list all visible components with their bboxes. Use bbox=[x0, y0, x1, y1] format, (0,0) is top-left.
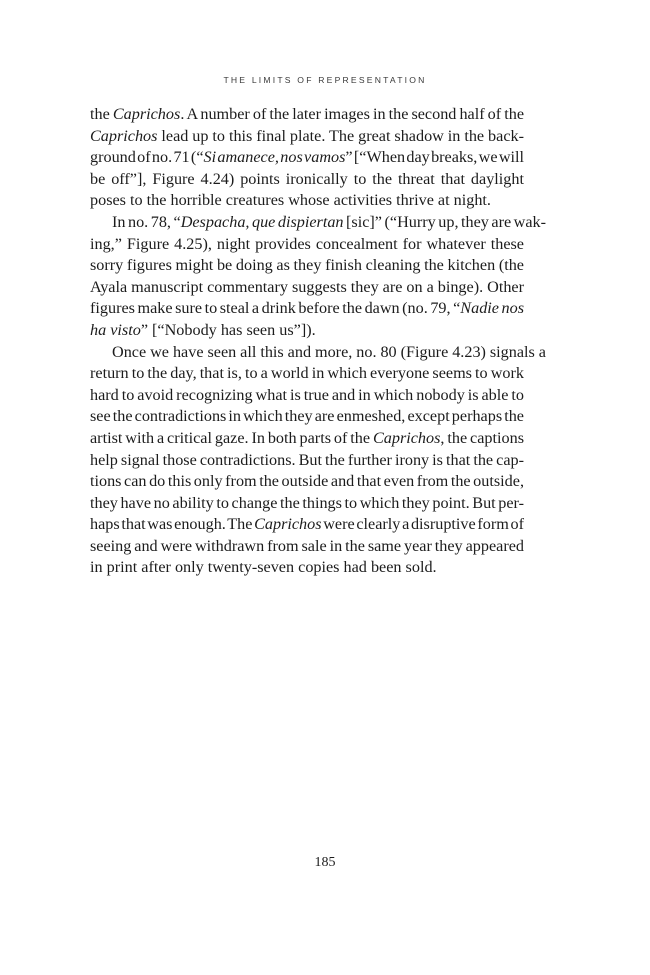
text-line bbox=[90, 493, 524, 515]
text-line bbox=[90, 363, 524, 385]
text-line bbox=[90, 428, 524, 450]
italic-text: Despacha, que dispiertan bbox=[180, 212, 344, 231]
text-run: in print after only twenty-seven copies had been sold. bbox=[90, 558, 437, 577]
text-line bbox=[90, 536, 524, 558]
italic-text: Caprichos bbox=[90, 126, 158, 145]
italic-text: Si amanece, nos vamos bbox=[203, 148, 346, 167]
text-line bbox=[90, 514, 524, 536]
text-run: artist with a critical gaze. In both parts of the bbox=[90, 428, 373, 447]
text-run: , the captions bbox=[440, 428, 524, 447]
text-run: ” [“Nobody has seen us”]). bbox=[140, 320, 316, 339]
text-run: poses to the horrible creatures whose activities thrive at night. bbox=[90, 191, 491, 210]
page-number: 185 bbox=[314, 855, 336, 870]
text-run: Once we have seen all this and more, no. 80 (Figure 4.23) signals a bbox=[112, 342, 546, 361]
text-run: In no. 78, “ bbox=[112, 212, 181, 231]
text-line bbox=[90, 277, 524, 299]
text-run: ground of no. 71 (“ bbox=[90, 148, 204, 167]
text-line bbox=[90, 234, 524, 256]
text-line bbox=[90, 255, 524, 277]
text-run: sorry figures might be doing as they finish cleaning the kitchen (the bbox=[90, 256, 524, 275]
text-run: lead up to this final plate. The great shadow in the back- bbox=[157, 126, 524, 145]
text-line bbox=[90, 147, 524, 169]
italic-text: Nadie nos bbox=[460, 299, 524, 318]
text-run: were clearly a disruptive form of bbox=[321, 515, 524, 534]
running-head: THE LIMITS OF REPRESENTATION bbox=[223, 75, 427, 85]
text-run: . A number of the later images in the second half of the bbox=[180, 105, 524, 123]
italic-text: Caprichos bbox=[112, 105, 181, 123]
italic-text: Caprichos bbox=[372, 428, 441, 447]
text-line bbox=[90, 212, 547, 234]
body-text bbox=[90, 104, 547, 579]
text-run: [sic]” (“Hurry up, they are wak- bbox=[343, 212, 547, 231]
text-run: they have no ability to change the things to which they point. But per- bbox=[90, 493, 524, 512]
text-run: hard to avoid recognizing what is true and in which nobody is able to bbox=[90, 385, 524, 404]
text-line bbox=[90, 190, 524, 212]
text-run: Ayala manuscript commentary suggests they are on a binge). Other bbox=[90, 277, 524, 296]
text-line bbox=[90, 320, 524, 342]
italic-text: Caprichos bbox=[254, 515, 322, 534]
text-run: ing,” Figure 4.25), night provides concealment for whatever these bbox=[90, 234, 524, 253]
text-line bbox=[90, 298, 524, 320]
text-line bbox=[90, 126, 524, 148]
text-run: see the contradictions in which they are enmeshed, except perhaps the bbox=[90, 407, 524, 426]
italic-text: ha visto bbox=[90, 320, 141, 339]
text-run: ” [“When day breaks, we will bbox=[345, 148, 524, 167]
text-line bbox=[90, 471, 524, 493]
text-run: figures make sure to steal a drink before the dawn (no. 79, “ bbox=[90, 299, 461, 318]
text-line bbox=[90, 104, 524, 126]
text-run: help signal those contradictions. But the further irony is that the cap- bbox=[90, 450, 524, 469]
text-line bbox=[90, 406, 524, 428]
text-run: be off”], Figure 4.24) points ironically to the threat that daylight bbox=[90, 169, 524, 188]
text-run: tions can do this only from the outside and that even from the outside, bbox=[90, 472, 524, 491]
text-line bbox=[90, 450, 524, 472]
text-run: the bbox=[90, 105, 113, 123]
text-line bbox=[90, 169, 524, 191]
text-line bbox=[90, 342, 546, 364]
text-line bbox=[90, 557, 524, 579]
text-run: seeing and were withdrawn from sale in the same year they appeared bbox=[90, 536, 524, 555]
text-run: haps that was enough. The bbox=[90, 515, 255, 534]
text-line bbox=[90, 385, 524, 407]
text-run: return to the day, that is, to a world in which everyone seems to work bbox=[90, 364, 524, 383]
